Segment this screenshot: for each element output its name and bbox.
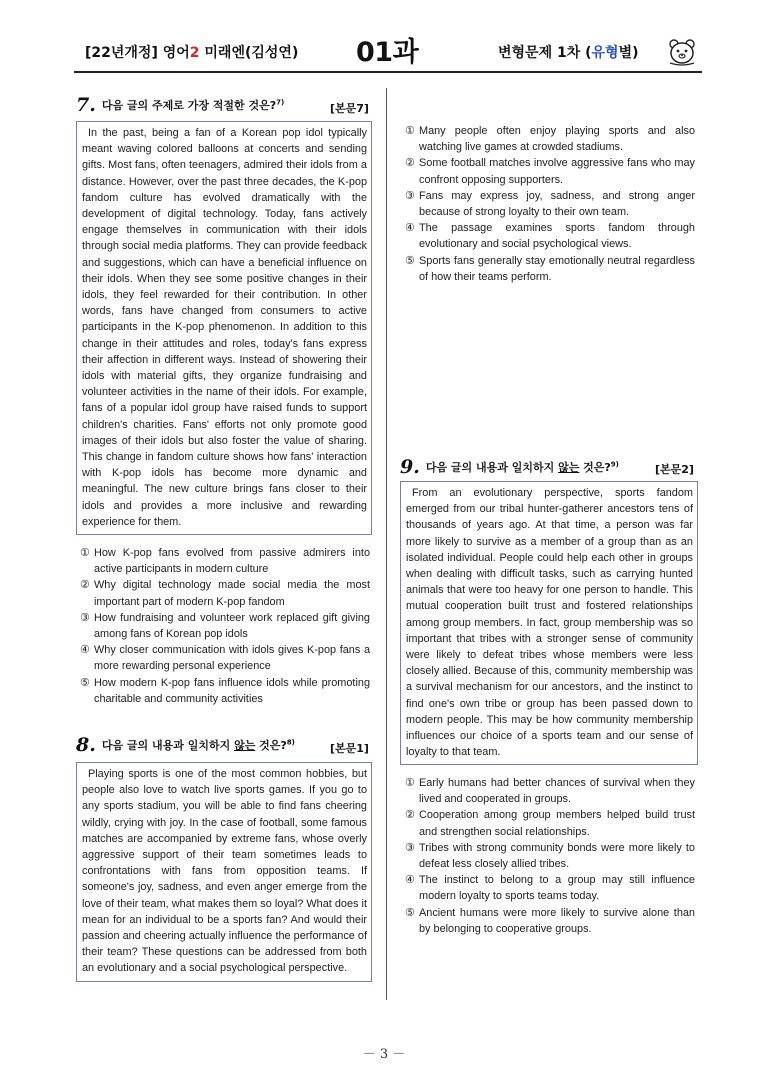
question-9-source-tag: [본문2] [655,463,694,476]
option-1[interactable]: ① Early humans had better chances of survival when they lived and cooperated in groups. [405,777,695,806]
option-3[interactable]: ③ Tribes with strong community bonds were more likely to defeat less closely allied tribes. [405,841,695,871]
question-8-options [405,123,695,285]
page-number: － 3 － [362,1047,406,1062]
question-8-title: 8. 다음 글의 내용과 일치하지 않는 것은?$^{8)}$ [76,734,295,756]
page-header [0,0,768,80]
option-1[interactable]: ① Many people often enjoy playing sports and also watching live games at crowded stadiums. [405,125,695,154]
question-7-options [80,545,370,707]
question-7-source-tag: [본문7] [330,102,369,115]
option-3[interactable]: ③ Fans may express joy, sadness, and strong anger because of strong loyalty to their own team. [405,189,695,219]
option-4[interactable]: ④ The instinct to belong to a group may still influence modern loyalty to sports teams today. [405,874,695,903]
question-7-passage: In the past, being a fan of a Korean pop idol typically meant waving colored balloons at concerts and sending gifts. Most fans, often teenagers, admired their idols from a distance. However, over the past three decades, the K-pop fandom culture has evolved dramatically with the development of digital technology. Today, fans actively engage themselves in communication with their idols through social media platforms. They can provide feedback and suggestions, which can have a beneficial influence on their idols. When they see some positive changes in their idols, they feel rewarded for their contribution. In other words, fans have changed from consumers to active participants in the K-pop phenomenon. In addition to this change in their attitudes and roles, today's fans express their affection in different ways. Instead of showering their idols with material gifts, they organize fundraising and volunteer activities in the name of their idols. For example, fans of a popular idol group have raised funds to support children's charities. Fans' efforts not only promote good images of their idols but also foster the value of sharing. This change in fandom culture shows how fans' interaction with K-pop idols has become more dynamic and meaningful. The new culture brings fans closer to their idols and provides a more inclusive and rewarding experience for them. [76,121,372,535]
option-4[interactable]: ④ The passage examines sports fandom through evolutionary and social psychological views. [405,222,695,251]
question-9-title: 9. 다음 글의 내용과 일치하지 않는 것은?$^{9)}$ [400,456,619,478]
option-2[interactable]: ② Some football matches involve aggressive fans who may confront opposing supporters. [405,157,695,186]
option-2[interactable]: ② Cooperation among group members helped build trust and strengthen social relationships. [405,809,695,838]
question-9-passage: From an evolutionary perspective, sports fandom emerged from our tribal hunter-gatherer ancestors tens of thousands of years ago. At that time, a person was far more likely to survive as a member of a group than as an isolated individual. People could help each other in groups when dealing with difficult tasks, such as carrying hunted animals that were too heavy for one person to handle. This mutual cooperation built trust and fostered relationships among group members. In fact, group membership was so important that tribes with a stronger sense of community were likely to defeat tribes whose members were less closely allied. Because of this, community membership was a survival mechanism for our ancestors, and the instinct to find one's own tribe or group has been passed down to modern people. This may be how community membership influences our choice of a sports team and our sense of loyalty to that team. [400,481,698,765]
option-4[interactable]: ④ Why closer communication with idols gives K-pop fans a more rewarding personal experience [80,644,370,673]
option-5[interactable]: ⑤ How modern K-pop fans influence idols while promoting charitable and community activities [80,676,370,705]
option-5[interactable]: ⑤ Ancient humans were more likely to survive alone than by belonging to cooperative groups. [405,906,695,935]
header-exam-label: 변형문제 1차 (유형별) [498,45,639,61]
header-course-label: [22년개정] 영어2 미래엔(김성연) [85,45,299,61]
header-lesson-title: 01과 [356,37,419,68]
header-divider [74,71,702,73]
question-7-title: 7. 다음 글의 주제로 가장 적절한 것은?$^{7)}$ [76,94,285,116]
bear-face-icon [667,36,697,66]
question-8-source-tag: [본문1] [330,742,369,755]
option-3[interactable]: ③ How fundraising and volunteer work replaced gift giving among fans of Korean pop idols [80,611,370,641]
column-divider [386,88,387,1000]
option-5[interactable]: ⑤ Sports fans generally stay emotionally neutral regardless of how their teams perform. [405,254,695,283]
option-1[interactable]: ① How K-pop fans evolved from passive admirers into active participants in modern culture [80,547,370,576]
option-2[interactable]: ② Why digital technology made social media the most important part of modern K-pop fandom [80,579,370,608]
question-9-options [405,775,695,937]
question-8-passage: Playing sports is one of the most common hobbies, but people also love to watch live sports games. If you go to any sports stadium, you will be able to find fans cheering wildly, crying with joy. In the case of football, some famous matches are accompanied by extreme fans, whose overly aggressive support of their team sometimes leads to confrontations with fans from opposition teams. If someone's joy, sadness, and even anger emerge from the love of their team, what makes them so loyal? What does it mean for an individual to be a sports fan? And would their passion and cheering actually influence the performance of their team? These questions can be addressed from both an evolutionary and a social psychological perspective. [76,762,372,982]
